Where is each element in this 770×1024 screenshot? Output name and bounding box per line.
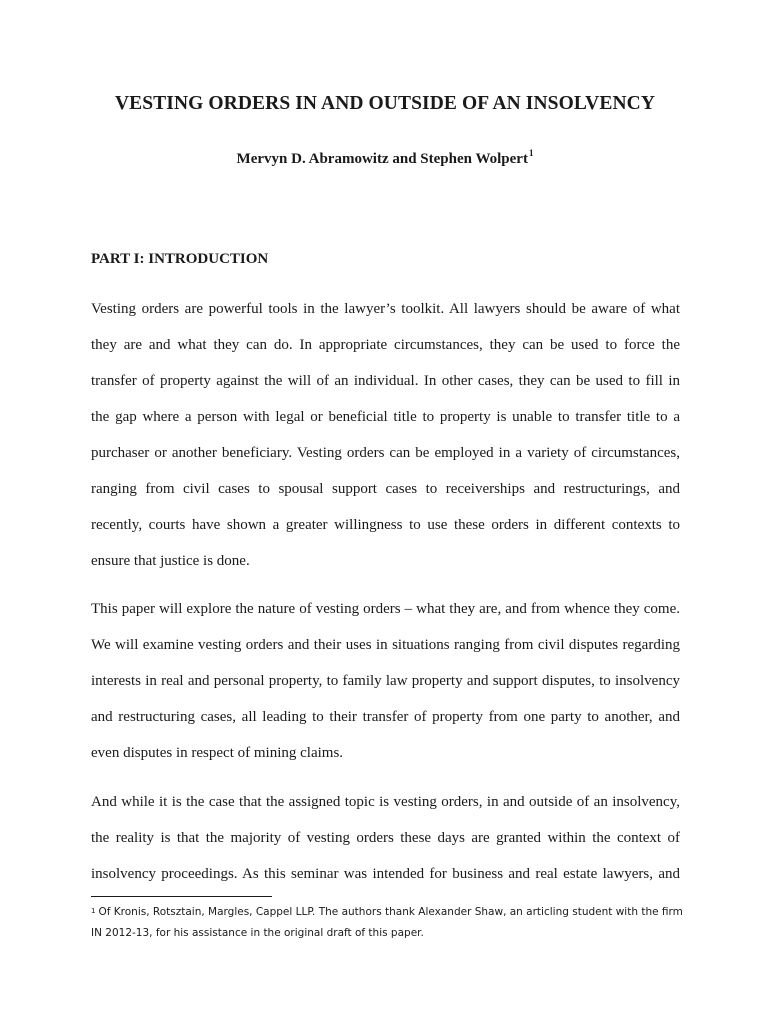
footnote-line	[91, 902, 691, 923]
paragraph-line: And while it is the case that the assigned topic is vesting orders, in and outside of an insolvency,	[91, 794, 680, 810]
paragraph-line: the reality is that the majority of vesting orders these days are granted within the context of	[91, 830, 680, 846]
paragraph-line: insolvency proceedings. As this seminar was intended for business and real estate lawyers, and	[91, 866, 680, 882]
section-heading: PART I: INTRODUCTION	[91, 251, 269, 267]
footnote-marker: 1	[91, 907, 96, 915]
paragraph-3	[91, 784, 680, 892]
footnote-separator	[91, 896, 272, 897]
paragraph-2	[91, 591, 680, 771]
footnote	[91, 902, 691, 944]
paragraph-line: ensure that justice is done.	[91, 553, 250, 569]
paper-title: VESTING ORDERS IN AND OUTSIDE OF AN INSOLVENCY	[114, 93, 656, 114]
paragraph-line: the gap where a person with legal or beneficial title to property is unable to transfer title to a	[91, 409, 680, 425]
paragraph-1	[91, 291, 680, 579]
paragraph-line: they are and what they can do. In appropriate circumstances, they can be used to force the	[91, 337, 680, 353]
paragraph-line: recently, courts have shown a greater willingness to use these orders in different contexts to	[91, 517, 680, 533]
footnote-line: IN 2012-13, for his assistance in the original draft of this paper.	[91, 927, 424, 939]
footnote-text: Of Kronis, Rotsztain, Margles, Cappel LLP. The authors thank Alexander Shaw, an articling student with the firm	[98, 906, 683, 918]
paragraph-line: This paper will explore the nature of vesting orders – what they are, and from whence they come.	[91, 601, 680, 617]
paragraph-line: ranging from civil cases to spousal support cases to receiverships and restructurings, and	[91, 481, 680, 497]
paragraph-line: interests in real and personal property, to family law property and support disputes, to insolvency	[91, 673, 680, 689]
author-line	[0, 148, 770, 168]
paragraph-line: transfer of property against the will of an individual. In other cases, they can be used to fill in	[91, 373, 680, 389]
paragraph-line: even disputes in respect of mining claims.	[91, 745, 344, 761]
paragraph-line: We will examine vesting orders and their uses in situations ranging from civil disputes regarding	[91, 637, 680, 653]
paragraph-line: and restructuring cases, all leading to their transfer of property from one party to another, and	[91, 709, 680, 725]
author-footnote-marker[interactable]: 1	[528, 148, 534, 158]
author-names: Mervyn D. Abramowitz and Stephen Wolpert	[236, 151, 528, 167]
paragraph-line: purchaser or another beneficiary. Vesting orders can be employed in a variety of circumstances,	[91, 445, 680, 461]
paragraph-line: Vesting orders are powerful tools in the lawyer’s toolkit. All lawyers should be aware of what	[91, 301, 680, 317]
